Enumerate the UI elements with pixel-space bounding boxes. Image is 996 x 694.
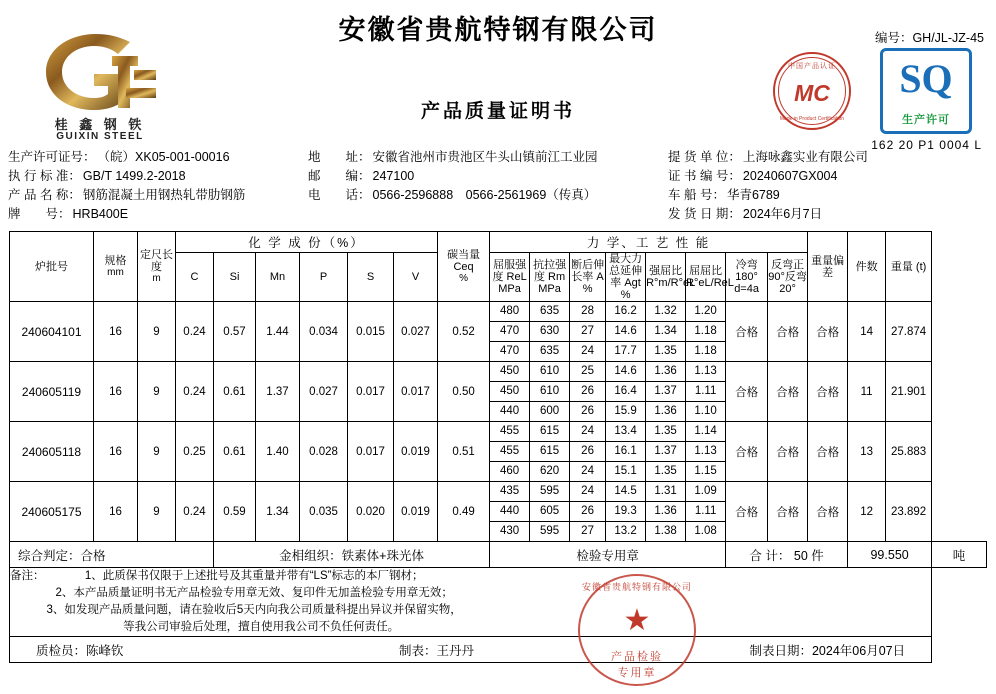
inspection-stamp-top-text: 安徽省贵航特钢有限公司 bbox=[581, 582, 692, 592]
cell-length: 9 bbox=[138, 422, 176, 482]
cell-weight-deviation: 合格 bbox=[808, 422, 848, 482]
col-s: S bbox=[348, 253, 394, 302]
cell-ratio-rel: 1.13 bbox=[686, 442, 725, 462]
cell-agt: 15.9 bbox=[614, 405, 637, 417]
cell-elong: 27 bbox=[581, 525, 594, 537]
cell-ratio-rm-group bbox=[646, 362, 686, 422]
col-ceq-symbol: Ceq bbox=[453, 260, 474, 273]
cell-tensile: 630 bbox=[530, 322, 569, 342]
info-row bbox=[8, 167, 986, 186]
cell-elong: 24 bbox=[570, 422, 605, 442]
cell-tensile-group bbox=[530, 482, 570, 542]
cell-ratio-rm: 1.32 bbox=[646, 302, 685, 322]
cell-v: 0.017 bbox=[394, 362, 438, 422]
cell-ratio-rm: 1.31 bbox=[646, 482, 685, 502]
info-cell bbox=[668, 148, 986, 167]
cell-weight: 23.892 bbox=[886, 482, 932, 542]
summary-metallography-value: 铁素体+珠光体 bbox=[341, 548, 424, 563]
summary-verdict-value: 合格 bbox=[80, 548, 106, 563]
info-label: 邮 编： bbox=[308, 169, 371, 183]
cell-tensile: 635 bbox=[530, 302, 569, 322]
cell-tensile: 605 bbox=[530, 502, 569, 522]
cell-p: 0.034 bbox=[300, 302, 348, 362]
col-agt: 最大力总延伸率 Agt % bbox=[606, 253, 646, 302]
info-cell bbox=[308, 186, 668, 205]
cell-tensile: 595 bbox=[539, 525, 560, 537]
cell-yield-group bbox=[490, 362, 530, 422]
cell-si: 0.57 bbox=[214, 302, 256, 362]
info-value: 20240607GX004 bbox=[742, 169, 838, 183]
signature-row bbox=[10, 637, 987, 663]
cell-elong: 24 bbox=[581, 465, 594, 477]
cell-ratio-rm: 1.34 bbox=[646, 322, 685, 342]
cell-ratio-rel: 1.18 bbox=[686, 322, 725, 342]
cell-mn: 1.37 bbox=[256, 362, 300, 422]
cell-bundles: 13 bbox=[848, 422, 886, 482]
cell-s: 0.015 bbox=[348, 302, 394, 362]
cell-mn: 1.44 bbox=[256, 302, 300, 362]
cell-ratio-rel: 1.18 bbox=[694, 345, 717, 357]
inspection-stamp-bottom-text: 专用章 bbox=[617, 667, 657, 679]
cell-tensile: 595 bbox=[530, 482, 569, 502]
info-label: 地 址： bbox=[308, 150, 371, 164]
cell-ratio-rel: 1.11 bbox=[686, 382, 725, 402]
info-row bbox=[8, 148, 986, 167]
cell-elong: 25 bbox=[570, 362, 605, 382]
cell-agt-group bbox=[606, 302, 646, 362]
cell-rebend: 合格 bbox=[768, 362, 808, 422]
cell-agt: 19.3 bbox=[606, 502, 645, 522]
notes-row bbox=[10, 568, 987, 637]
page-header bbox=[0, 0, 996, 152]
cell-p: 0.028 bbox=[300, 422, 348, 482]
col-mn: Mn bbox=[256, 253, 300, 302]
cell-p: 0.027 bbox=[300, 362, 348, 422]
cell-ratio-rel-group bbox=[686, 422, 726, 482]
col-length-title: 定尺长度 bbox=[140, 248, 173, 273]
cell-s: 0.017 bbox=[348, 422, 394, 482]
cell-weight: 27.874 bbox=[886, 302, 932, 362]
cell-agt: 15.1 bbox=[614, 465, 637, 477]
info-value: GB/T 1499.2-2018 bbox=[82, 169, 186, 183]
summary-verdict bbox=[10, 542, 214, 568]
cell-bend: 合格 bbox=[726, 302, 768, 362]
info-value: （皖）XK05-001-00016 bbox=[97, 150, 230, 164]
cell-ratio-rm: 1.36 bbox=[646, 502, 685, 522]
document-title: 产品质量证明书 bbox=[420, 101, 575, 122]
cell-ratio-rm: 1.35 bbox=[654, 465, 677, 477]
col-ceq-unit: % bbox=[459, 272, 469, 284]
cell-agt: 16.4 bbox=[606, 382, 645, 402]
cell-ratio-rm-group bbox=[646, 422, 686, 482]
cell-elong: 26 bbox=[570, 502, 605, 522]
cell-weight-deviation: 合格 bbox=[808, 362, 848, 422]
notes-cell bbox=[10, 568, 932, 637]
quality-data-table bbox=[9, 231, 987, 663]
col-weight-title: 重量 (t) bbox=[890, 260, 927, 273]
col-tensile-strength: 抗拉强度 Rm MPa bbox=[530, 253, 570, 302]
document-number-value: GH/JL-JZ-45 bbox=[912, 31, 984, 45]
cell-tensile: 635 bbox=[539, 345, 560, 357]
col-bend: 冷弯180° d=4a bbox=[726, 253, 768, 302]
star-icon: ★ bbox=[623, 604, 651, 638]
cell-mn: 1.40 bbox=[256, 422, 300, 482]
table-row bbox=[10, 482, 987, 542]
cell-ratio-rel: 1.11 bbox=[686, 502, 725, 522]
cell-yield: 440 bbox=[499, 405, 520, 417]
col-spec bbox=[94, 232, 138, 302]
cell-ratio-rm: 1.36 bbox=[646, 362, 685, 382]
cell-ratio-rm: 1.37 bbox=[646, 382, 685, 402]
mc-seal-top-text: 中国产品认证 bbox=[788, 63, 836, 70]
cell-ratio-rm: 1.35 bbox=[646, 422, 685, 442]
cell-bend: 合格 bbox=[726, 422, 768, 482]
cell-bundles: 14 bbox=[848, 302, 886, 362]
cell-c: 0.24 bbox=[176, 362, 214, 422]
note-item: 1、此质保书仅限于上述批号及其重量并带有“LS”标志的本厂钢材； bbox=[84, 570, 424, 582]
info-cell bbox=[8, 167, 308, 186]
note-item: 等我公司审验后处理，擅自使用我公司不负任何责任。 bbox=[123, 621, 400, 633]
cell-tensile-group bbox=[530, 302, 570, 362]
cell-v: 0.027 bbox=[394, 302, 438, 362]
col-spec-title: 规格 bbox=[104, 254, 127, 267]
info-value: 247100 bbox=[372, 169, 415, 183]
notes-title: 备注： bbox=[10, 570, 45, 582]
cell-si: 0.61 bbox=[214, 362, 256, 422]
info-cell bbox=[668, 186, 986, 205]
summary-total-weight-unit: 吨 bbox=[932, 542, 987, 568]
cell-agt: 14.6 bbox=[606, 322, 645, 342]
cell-tensile: 615 bbox=[530, 442, 569, 462]
cell-ceq: 0.49 bbox=[438, 482, 490, 542]
info-value: 华青6789 bbox=[726, 188, 780, 202]
table-row bbox=[10, 422, 987, 482]
cell-tensile-group bbox=[530, 362, 570, 422]
cell-elong: 28 bbox=[570, 302, 605, 322]
mc-seal-bottom-text: Made in Product Certification bbox=[779, 116, 845, 122]
table-row bbox=[10, 362, 987, 422]
col-weight-deviation: 重量偏差 bbox=[808, 232, 848, 302]
summary-row bbox=[10, 542, 987, 568]
cell-mn: 1.34 bbox=[256, 482, 300, 542]
cell-agt: 17.7 bbox=[614, 345, 637, 357]
issue-date-value: 2024年06月07日 bbox=[811, 643, 906, 658]
info-value: 钢筋混凝土用钢热轧带肋钢筋 bbox=[82, 188, 246, 202]
cell-yield: 450 bbox=[490, 362, 529, 382]
info-value: 上海咏鑫实业有限公司 bbox=[742, 150, 868, 164]
info-cell bbox=[8, 205, 308, 224]
table-row bbox=[10, 302, 987, 362]
cell-agt-group bbox=[606, 422, 646, 482]
info-cell bbox=[308, 148, 668, 167]
cell-ratio-rel-group bbox=[686, 362, 726, 422]
cell-heat-no: 240605119 bbox=[10, 362, 94, 422]
cell-elong-group bbox=[570, 482, 606, 542]
inspection-stamp-mid-text: 产品检验 bbox=[611, 651, 663, 663]
cell-heat-no: 240604101 bbox=[10, 302, 94, 362]
cell-yield: 455 bbox=[490, 422, 529, 442]
col-weight bbox=[886, 232, 932, 302]
company-title: 安徽省贵航特钢有限公司 bbox=[338, 15, 658, 45]
table-maker bbox=[399, 641, 474, 659]
cell-elong: 27 bbox=[570, 322, 605, 342]
cell-si: 0.61 bbox=[214, 422, 256, 482]
cell-rebend: 合格 bbox=[768, 482, 808, 542]
cell-ceq: 0.51 bbox=[438, 422, 490, 482]
qc-inspector-label: 质检员： bbox=[36, 643, 87, 658]
cell-yield: 440 bbox=[490, 502, 529, 522]
cell-elong: 26 bbox=[570, 442, 605, 462]
table-maker-label: 制表： bbox=[398, 643, 437, 658]
cell-yield: 480 bbox=[490, 302, 529, 322]
col-ceq bbox=[438, 232, 490, 302]
cell-yield: 455 bbox=[490, 442, 529, 462]
cell-yield: 430 bbox=[499, 525, 520, 537]
cell-agt: 13.4 bbox=[606, 422, 645, 442]
issue-date-label: 制表日期： bbox=[749, 643, 812, 658]
cell-length: 9 bbox=[138, 362, 176, 422]
cell-p: 0.035 bbox=[300, 482, 348, 542]
issue-date bbox=[749, 641, 905, 659]
info-label: 发 货 日 期： bbox=[668, 207, 741, 221]
info-cell bbox=[8, 186, 308, 205]
cell-tensile: 620 bbox=[539, 465, 560, 477]
sq-license-seal bbox=[880, 48, 972, 134]
cell-tensile-group bbox=[530, 422, 570, 482]
cell-agt: 16.1 bbox=[606, 442, 645, 462]
cell-ratio-rel: 1.08 bbox=[694, 525, 717, 537]
col-yield-strength: 屈服强度 ReL MPa bbox=[490, 253, 530, 302]
cell-spec: 16 bbox=[94, 362, 138, 422]
cell-ratio-rel: 1.10 bbox=[694, 405, 717, 417]
cell-yield: 470 bbox=[490, 322, 529, 342]
cell-bend: 合格 bbox=[726, 362, 768, 422]
col-spec-unit: mm bbox=[107, 266, 124, 278]
cell-ratio-rel-group bbox=[686, 482, 726, 542]
cell-bend: 合格 bbox=[726, 482, 768, 542]
cell-v: 0.019 bbox=[394, 482, 438, 542]
cell-agt-group bbox=[606, 482, 646, 542]
document-number-label: 编号： bbox=[874, 31, 913, 45]
cell-agt: 13.2 bbox=[614, 525, 637, 537]
summary-inspection-seal-label: 检验专用章 bbox=[490, 542, 726, 568]
cell-ceq: 0.50 bbox=[438, 362, 490, 422]
cell-yield-group bbox=[490, 422, 530, 482]
mc-seal-center-text: MC bbox=[794, 80, 830, 106]
cell-yield-group bbox=[490, 302, 530, 362]
col-si: Si bbox=[214, 253, 256, 302]
summary-total-count: 50 件 bbox=[793, 548, 824, 563]
cell-heat-no: 240605118 bbox=[10, 422, 94, 482]
cell-ceq: 0.52 bbox=[438, 302, 490, 362]
group-header-mechanical: 力 学、工 艺 性 能 bbox=[490, 232, 808, 253]
col-rebend: 反弯正90°反弯20° bbox=[768, 253, 808, 302]
col-ratio-rel: 屈屈比 R°eL/ReL bbox=[686, 253, 726, 302]
info-value: 2024年6月7日 bbox=[742, 207, 823, 221]
col-bundles: 件数 bbox=[848, 232, 886, 302]
cell-si: 0.59 bbox=[214, 482, 256, 542]
summary-verdict-label: 综合判定： bbox=[18, 548, 81, 563]
summary-total bbox=[726, 542, 848, 568]
info-label: 执 行 标 准： bbox=[8, 169, 81, 183]
cell-ratio-rm-group bbox=[646, 302, 686, 362]
info-label: 牌 号： bbox=[8, 207, 71, 221]
qc-inspector bbox=[36, 641, 124, 659]
cell-agt: 14.6 bbox=[606, 362, 645, 382]
cell-ratio-rm: 1.37 bbox=[646, 442, 685, 462]
note-item: 3、如发现产品质量问题，请在验收后5天内向我公司质量科提出异议并保留实物， bbox=[46, 604, 462, 616]
info-block bbox=[0, 148, 996, 228]
table-maker-value: 王丹丹 bbox=[436, 643, 475, 658]
group-header-chemical: 化 学 成 份（%） bbox=[176, 232, 438, 253]
cell-weight: 21.901 bbox=[886, 362, 932, 422]
cell-agt: 16.2 bbox=[606, 302, 645, 322]
cell-tensile: 610 bbox=[530, 362, 569, 382]
qc-inspector-value: 陈峰钦 bbox=[86, 643, 124, 658]
cell-elong-group bbox=[570, 422, 606, 482]
cell-tensile: 610 bbox=[530, 382, 569, 402]
table-group-header-row bbox=[10, 232, 987, 253]
col-length bbox=[138, 232, 176, 302]
summary-metallography bbox=[214, 542, 490, 568]
cell-elong-group bbox=[570, 302, 606, 362]
summary-total-weight: 99.550 bbox=[848, 542, 932, 568]
cell-elong: 26 bbox=[570, 382, 605, 402]
info-label: 产 品 名 称： bbox=[8, 188, 81, 202]
cell-bundles: 12 bbox=[848, 482, 886, 542]
info-value: HRB400E bbox=[72, 207, 129, 221]
info-cell bbox=[308, 205, 668, 224]
info-row bbox=[8, 186, 986, 205]
cell-yield-group bbox=[490, 482, 530, 542]
col-heat-no: 炉批号 bbox=[10, 232, 94, 302]
info-label: 证 书 编 号： bbox=[668, 169, 741, 183]
cell-ratio-rm: 1.35 bbox=[654, 345, 677, 357]
cell-ratio-rel: 1.09 bbox=[686, 482, 725, 502]
barcode-text: 162 20 P1 0004 L bbox=[871, 138, 982, 152]
col-ratio-rm: 强屈比 R°m/R°eL bbox=[646, 253, 686, 302]
cell-rebend: 合格 bbox=[768, 422, 808, 482]
cell-weight: 25.883 bbox=[886, 422, 932, 482]
cell-ratio-rm: 1.36 bbox=[654, 405, 677, 417]
cell-c: 0.24 bbox=[176, 302, 214, 362]
note-item: 2、本产品质量证明书无产品检验专用章无效、复印件无加盖检验专用章无效； bbox=[55, 587, 453, 599]
info-label: 提 货 单 位： bbox=[668, 150, 741, 164]
info-value: 0566-2596888 0566-2561969（传真） bbox=[372, 188, 597, 202]
sq-seal-center-text: SQ bbox=[899, 56, 953, 101]
cell-weight-deviation: 合格 bbox=[808, 302, 848, 362]
info-cell bbox=[308, 167, 668, 186]
cell-yield: 460 bbox=[499, 465, 520, 477]
logo-english-text: GUIXIN STEEL bbox=[56, 131, 144, 142]
info-cell bbox=[8, 148, 308, 167]
cell-ratio-rel-group bbox=[686, 302, 726, 362]
info-label: 车 船 号： bbox=[668, 188, 725, 202]
col-ceq-title: 碳当量 bbox=[447, 248, 481, 261]
cell-elong: 26 bbox=[581, 405, 594, 417]
info-cell bbox=[668, 205, 986, 224]
mc-certification-seal bbox=[773, 52, 851, 130]
cell-yield: 435 bbox=[490, 482, 529, 502]
summary-metallography-label: 金相组织： bbox=[279, 548, 342, 563]
cell-ratio-rel: 1.20 bbox=[686, 302, 725, 322]
cell-rebend: 合格 bbox=[768, 302, 808, 362]
cell-elong: 24 bbox=[581, 345, 594, 357]
info-value bbox=[308, 205, 310, 224]
info-label: 生产许可证号： bbox=[8, 150, 96, 164]
cell-heat-no: 240605175 bbox=[10, 482, 94, 542]
col-elongation: 断后伸长率 A % bbox=[570, 253, 606, 302]
document-number bbox=[875, 28, 984, 46]
cell-ratio-rm: 1.38 bbox=[654, 525, 677, 537]
info-label: 电 话： bbox=[308, 188, 371, 202]
info-cell bbox=[668, 167, 986, 186]
col-length-unit: m bbox=[152, 272, 161, 284]
cell-ratio-rel: 1.15 bbox=[694, 465, 717, 477]
cell-spec: 16 bbox=[94, 482, 138, 542]
col-v: V bbox=[394, 253, 438, 302]
cell-s: 0.020 bbox=[348, 482, 394, 542]
cell-agt-group bbox=[606, 362, 646, 422]
cell-ratio-rel: 1.13 bbox=[686, 362, 725, 382]
cell-c: 0.25 bbox=[176, 422, 214, 482]
cell-v: 0.019 bbox=[394, 422, 438, 482]
col-p: P bbox=[300, 253, 348, 302]
cell-elong-group bbox=[570, 362, 606, 422]
info-row bbox=[8, 205, 986, 224]
cell-ratio-rm-group bbox=[646, 482, 686, 542]
cell-yield: 450 bbox=[490, 382, 529, 402]
signature-cell bbox=[10, 637, 932, 663]
cell-length: 9 bbox=[138, 302, 176, 362]
info-value: 安徽省池州市贵池区牛头山镇前江工业园 bbox=[372, 150, 598, 164]
col-c: C bbox=[176, 253, 214, 302]
summary-total-label: 合 计： bbox=[749, 548, 791, 563]
cell-agt: 14.5 bbox=[606, 482, 645, 502]
cell-bundles: 11 bbox=[848, 362, 886, 422]
cell-tensile: 615 bbox=[530, 422, 569, 442]
cell-weight-deviation: 合格 bbox=[808, 482, 848, 542]
cell-spec: 16 bbox=[94, 302, 138, 362]
cell-c: 0.24 bbox=[176, 482, 214, 542]
cell-tensile: 600 bbox=[539, 405, 560, 417]
cell-length: 9 bbox=[138, 482, 176, 542]
cell-yield: 470 bbox=[499, 345, 520, 357]
logo-chinese-text: 桂 鑫 钢 铁 bbox=[54, 117, 146, 132]
cell-s: 0.017 bbox=[348, 362, 394, 422]
cell-elong: 24 bbox=[570, 482, 605, 502]
cell-spec: 16 bbox=[94, 422, 138, 482]
cell-ratio-rel: 1.14 bbox=[686, 422, 725, 442]
sq-seal-bottom-text: 生产许可 bbox=[902, 114, 950, 126]
